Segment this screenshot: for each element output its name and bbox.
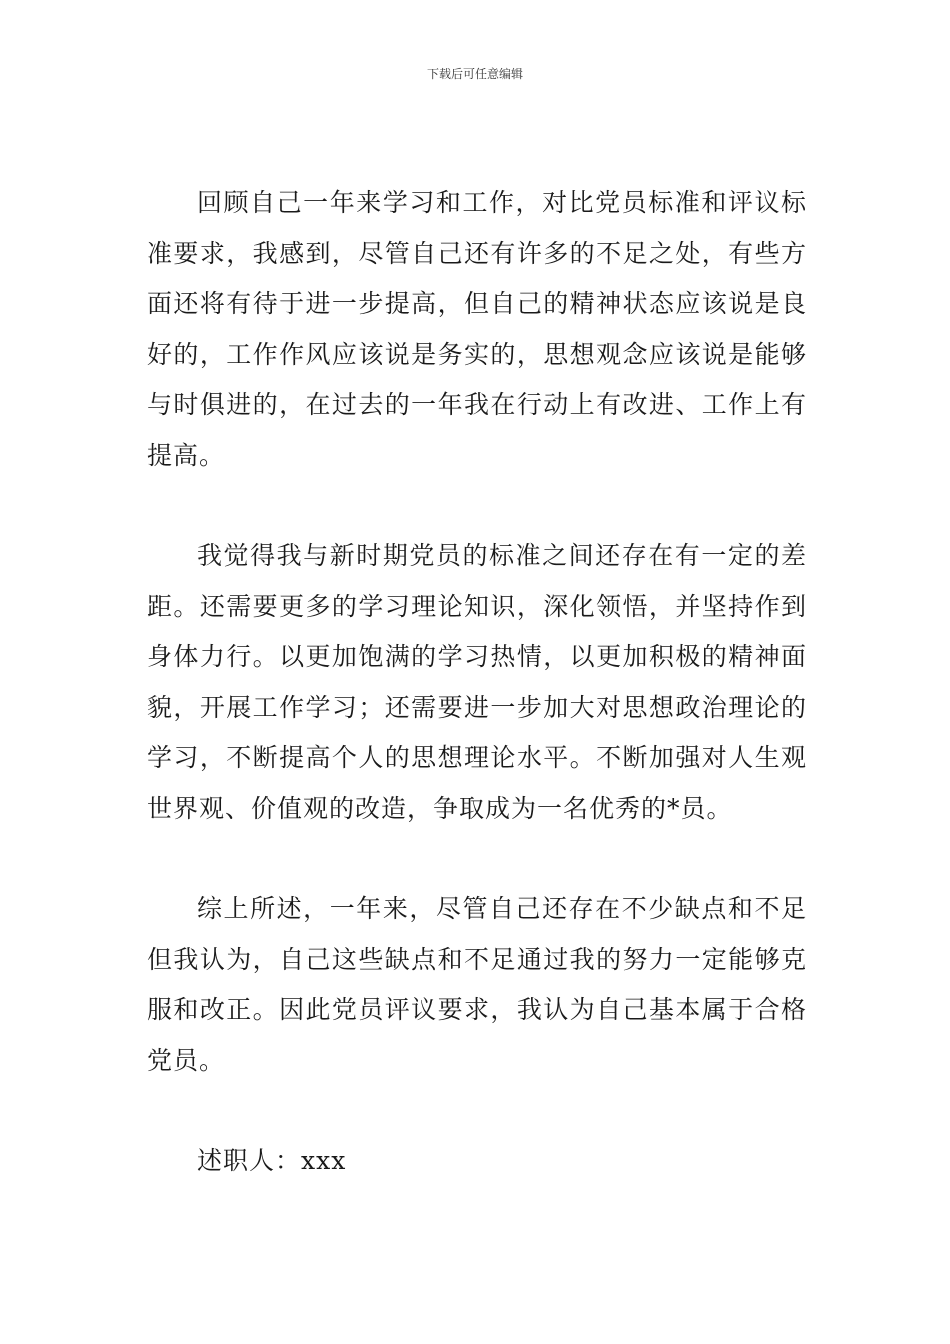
signature-line: 述职人：xxx [197,1146,347,1175]
document-body [147,178,807,1187]
header-note: 下载后可任意编辑 [426,67,523,81]
paragraph-summary: 综上所述，一年来，尽管自己还存在不少缺点和不足但我认为，自己这些缺点和不足通过我的努力一定能够克服和改正。因此党员评议要求，我认为自己基本属于合格党员。 [147,894,807,1075]
paragraph-review: 回顾自己一年来学习和工作，对比党员标准和评议标准要求，我感到，尽管自己还有许多的不足之处，有些方面还将有待于进一步提高，但自己的精神状态应该说是良好的，工作作风应该说是务实的，思想观念应该说是能够与时俱进的，在过去的一年我在行动上有改进、工作上有提高。 [147,188,807,470]
paragraph-gap: 我觉得我与新时期党员的标准之间还存在有一定的差距。还需要更多的学习理论知识，深化领悟，并坚持作到身体力行。以更加饱满的学习热情，以更加积极的精神面貌，开展工作学习；还需要进一步加大对思想政治理论的学习，不断提高个人的思想理论水平。不断加强对人生观世界观、价值观的改造，争取成为一名优秀的*员。 [147,541,807,823]
